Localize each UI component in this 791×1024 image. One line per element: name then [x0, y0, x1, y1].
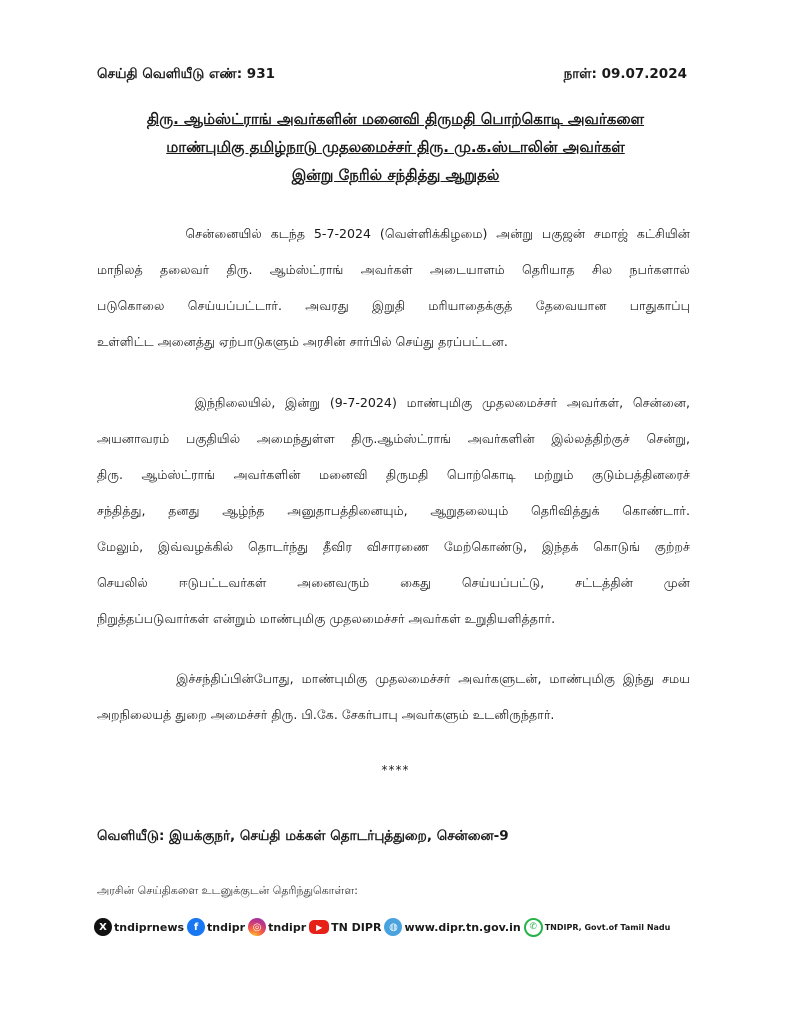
social-label: tndiprnews	[114, 920, 185, 934]
social-link-youtube[interactable]	[309, 920, 381, 934]
social-label: tndipr	[207, 920, 246, 934]
social-label: TNDIPR, Govt.of Tamil Nadu	[544, 922, 671, 932]
social-link-website[interactable]	[384, 918, 520, 936]
body-line: மாநிலத் தலைவர் திரு. ஆம்ஸ்ட்ராங் அவர்கள் அடையாளம் தெரியாத சில நபர்களால்	[97, 262, 690, 277]
body-line: நிறுத்தப்படுவார்கள் என்றும் மாண்புமிகு முதலமைச்சர் அவர்கள் உறுதியளித்தார்.	[97, 611, 556, 626]
facebook-icon: f	[187, 918, 205, 936]
body-line: திரு. ஆம்ஸ்ட்ராங் அவர்களின் மனைவி திருமதி பொற்கொடி மற்றும் குடும்பத்தினரைச்	[97, 467, 690, 482]
body-line: அயனாவரம் பகுதியில் அமைந்துள்ள திரு.ஆம்ஸ்ட்ராங் அவர்களின் இல்லத்திற்குச் சென்று,	[97, 431, 690, 446]
body-line: சந்தித்து, தனது ஆழ்ந்த அனுதாபத்தினையும், ஆறுதலையும் தெரிவித்துக் கொண்டார்.	[97, 503, 690, 518]
body-line: சென்னையில் கடந்த 5-7-2024 (வெள்ளிக்கிழமை) அன்று பகுஜன் சமாஜ் கட்சியின்	[97, 226, 690, 241]
youtube-icon: ▶	[309, 920, 329, 934]
social-label: tndipr	[268, 920, 307, 934]
whatsapp-icon: ✆	[524, 918, 543, 937]
social-link-x[interactable]	[94, 918, 184, 936]
title-line-3: இன்று நேரில் சந்தித்து ஆறுதல்	[291, 166, 500, 184]
release-by: வெளியீடு: இயக்குநர், செய்தி மக்கள் தொடர்புத்துறை, சென்னை-9	[97, 828, 509, 844]
social-label: www.dipr.tn.gov.in	[404, 920, 521, 934]
body-line: அறநிலையத் துறை அமைச்சர் திரு. பி.கே. சேகர்பாபு அவர்களும் உடனிருந்தார்.	[97, 707, 555, 722]
body-line: படுகொலை செய்யப்பட்டார். அவரது இறுதி மரியாதைக்குத் தேவையான பாதுகாப்பு	[97, 298, 690, 313]
body-line: உள்ளிட்ட அனைத்து ஏற்பாடுகளும் அரசின் சார்பில் செய்து தரப்பட்டன.	[97, 334, 508, 349]
release-number: செய்தி வெளியீடு எண்: 931	[97, 66, 275, 82]
section-separator: ****	[381, 763, 410, 777]
social-label: TN DIPR	[331, 920, 382, 934]
body-line: இந்நிலையில், இன்று (9-7-2024) மாண்புமிகு முதலமைச்சர் அவர்கள், சென்னை,	[97, 395, 690, 410]
body-line: மேலும், இவ்வழக்கில் தொடர்ந்து தீவிர விசாரணை மேற்கொண்டு, இந்தக் கொடுங் குற்றச்	[97, 539, 690, 554]
release-date: நாள்: 09.07.2024	[563, 66, 687, 82]
body-line: செயலில் ஈடுபட்டவர்கள் அனைவரும் கைது செய்யப்பட்டு, சட்டத்தின் முன்	[97, 575, 690, 590]
instagram-icon: ◎	[248, 918, 266, 936]
social-link-whatsapp[interactable]	[524, 918, 671, 937]
body-line: இச்சந்திப்பின்போது, மாண்புமிகு முதலமைச்சர் அவர்களுடன், மாண்புமிகு இந்து சமய	[97, 671, 690, 686]
follow-text: அரசின் செய்திகளை உடனுக்குடன் தெரிந்துகொள்ள:	[97, 884, 358, 897]
web-icon: ◍	[384, 918, 402, 936]
social-link-facebook[interactable]	[187, 918, 245, 936]
x-icon: X	[94, 918, 112, 936]
title-line-1: திரு. ஆம்ஸ்ட்ராங் அவர்களின் மனைவி திருமதி பொற்கொடி அவர்களை	[146, 110, 645, 128]
social-links-bar	[94, 914, 673, 940]
title-line-2: மாண்புமிகு தமிழ்நாடு முதலமைச்சர் திரு. மு.க.ஸ்டாலின் அவர்கள்	[166, 138, 625, 156]
social-link-instagram[interactable]	[248, 918, 306, 936]
